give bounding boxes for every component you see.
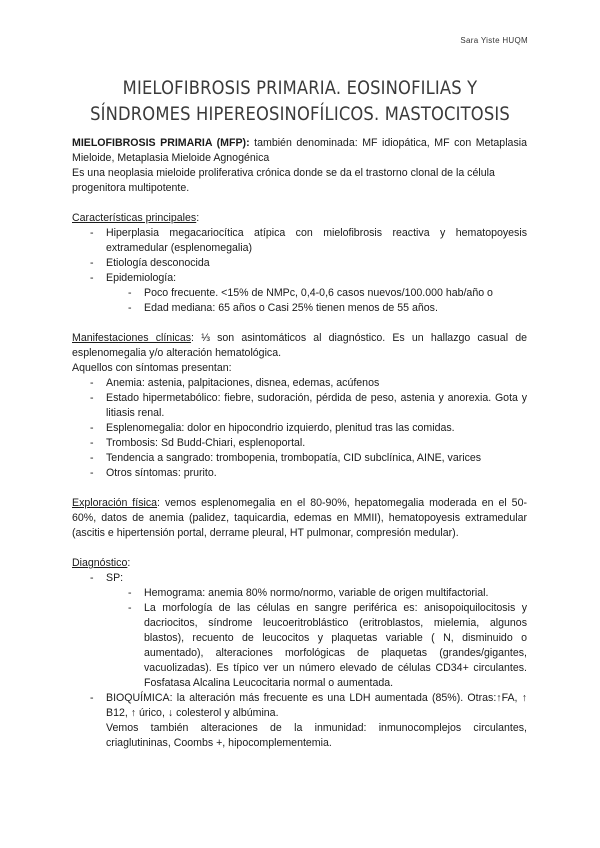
list-item: [72, 691, 527, 721]
caracteristicas-colon: :: [196, 212, 200, 224]
list-item: - Otros síntomas: prurito.: [72, 466, 527, 481]
epidemiologia-list: [106, 286, 527, 316]
header-author: Sara Yiste HUQM: [460, 36, 528, 45]
document-body: [72, 136, 527, 751]
caracteristicas-heading: Características principales: [72, 212, 197, 224]
manifestaciones-subheading: Aquellos con síntomas presentan:: [72, 362, 232, 374]
exploracion-text: : vemos esplenomegalia en el 80-90%, hepatomegalia moderada en el 50-60%, datos de anemia (palidez, taquicardia, edemas en MMII), hematopoyesis extramedular (ascitis e hipertensión portal, derrame pleural, HT pulmonar, compresión medular).: [72, 497, 527, 539]
list-item: - Poco frecuente. <15% de NMPc, 0,4-0,6 casos nuevos/100.000 hab/año o: [108, 286, 527, 301]
list-item: - Hiperplasia megacariocítica atípica con mielofibrosis reactiva y hematopoyesis extramedular (esplenomegalia): [72, 226, 527, 256]
list-item: [72, 571, 527, 691]
manifestaciones-heading: Manifestaciones clínicas: [72, 332, 192, 344]
list-item: - Anemia: astenia, palpitaciones, disnea, edemas, acúfenos: [72, 376, 527, 391]
diagnostico-heading-line: [72, 556, 527, 571]
caracteristicas-heading-line: [72, 211, 527, 226]
manifestaciones-text: : ⅓ son asintomáticos al diagnóstico. Es un hallazgo casual de esplenomegalia y/o alteración hematológica.: [72, 332, 527, 359]
list-item: - Hemograma: anemia 80% normo/normo, variable de origen multifactorial.: [108, 586, 527, 601]
inmunidad-text: Vemos también alteraciones de la inmunidad: inmunocomplejos circulantes, criaglutininas, Coombs +, hipocomplementemia.: [106, 722, 527, 749]
list-item: - Edad mediana: 65 años o Casi 25% tienen menos de 55 años.: [108, 301, 527, 316]
manifestaciones-list: [72, 376, 527, 481]
list-item: - Estado hipermetabólico: fiebre, sudoración, pérdida de peso, astenia y anorexia. Gota y litiasis renal.: [72, 391, 527, 421]
exploracion-paragraph: [72, 496, 527, 541]
sp-list: [106, 586, 527, 691]
sp-label: SP:: [106, 572, 124, 584]
intro-definition: también denominada: MF idiopática, MF con Metaplasia Mieloide, Metaplasia Mieloide Agnogénica: [72, 137, 527, 164]
list-item: - Tendencia a sangrado: trombopenia, trombopatía, CID subclínica, AINE, varices: [72, 451, 527, 466]
list-item: - Etiología desconocida: [72, 256, 527, 271]
manifestaciones-paragraph: [72, 331, 527, 361]
list-item: - Trombosis: Sd Budd-Chiari, esplenoportal.: [72, 436, 527, 451]
list-item: [72, 271, 527, 316]
list-item: - La morfología de las células en sangre periférica es: anisopoiquilocitosis y dacriocitos, síndrome leucoeritroblástico (eritroblastos, mielemia, algunos blastos), recuento de leucocitos y plaquetas variable ( N, disminuido o aumentado), alteraciones morfológicas de plaquetas (grandes/gigantes, vacuolizadas). Es típico ver un número elevado de células CD34+ circulantes. Fosfatasa Alcalina Leucocitaria normal o aumentada.: [108, 601, 527, 691]
exploracion-heading: Exploración física: [72, 497, 158, 509]
page-title: MIELOFIBROSIS PRIMARIA. EOSINOFILIAS Y SÍNDROMES HIPEREOSINOFÍLICOS. MASTOCITOSIS: [90, 77, 510, 125]
bioquimica-text: BIOQUÍMICA: la alteración más frecuente es una LDH aumentada (85%). Otras:↑FA, ↑ B12, ↑ úrico, ↓ colesterol y albúmina.: [106, 692, 527, 719]
intro-paragraph: [72, 136, 527, 166]
caracteristicas-list: [72, 226, 527, 316]
list-item: - Esplenomegalia: dolor en hipocondrio izquierdo, plenitud tras las comidas.: [72, 421, 527, 436]
intro-bold-term: MIELOFIBROSIS PRIMARIA (MFP):: [72, 137, 250, 149]
diagnostico-list: [72, 571, 527, 721]
epidemiologia-label: Epidemiología:: [106, 272, 177, 284]
diagnostico-colon: :: [127, 557, 131, 569]
intro-description: Es una neoplasia mieloide proliferativa crónica donde se da el trastorno clonal de la célula progenitora multipotente.: [72, 167, 495, 194]
diagnostico-heading: Diagnóstico: [72, 557, 128, 569]
